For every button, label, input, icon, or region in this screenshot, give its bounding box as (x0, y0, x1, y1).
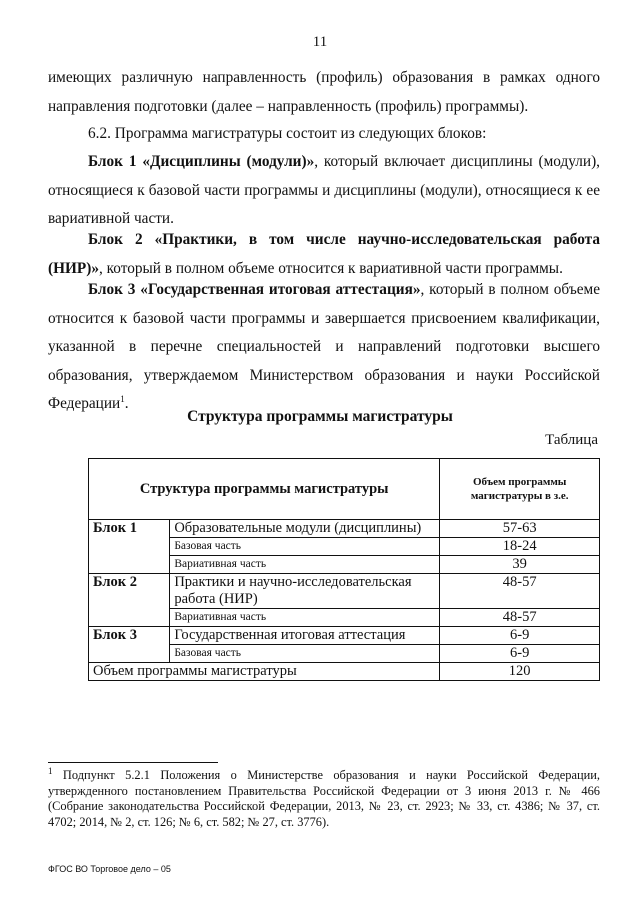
table-row (89, 574, 600, 609)
table-title: Структура программы магистратуры (187, 408, 453, 425)
block-1-title: Блок 1 «Дисциплины (модули)» (88, 153, 315, 170)
table-total-row (89, 663, 600, 681)
block-1-description: , который включает дисциплины (модули), относящиеся к базовой части программы и дисциплины (модули), относящиеся к ее вариативной части. (48, 153, 600, 227)
table-row (89, 627, 600, 645)
table-label: Таблица (545, 432, 598, 448)
paragraph-block-1 (48, 148, 600, 234)
row-value: 48-57 (440, 574, 600, 609)
row-name: Вариативная часть (170, 609, 440, 627)
block-2-cell: Блок 2 (89, 574, 170, 627)
row-value: 6-9 (440, 645, 600, 663)
block-3-cell: Блок 3 (89, 627, 170, 663)
program-structure-table (88, 458, 600, 681)
block-2-title: Блок 2 «Практики, в том числе научно-исследовательская работа (НИР)» (48, 231, 600, 277)
document-footer: ФГОС ВО Торговое дело – 05 (48, 864, 171, 874)
paragraph-1 (48, 64, 600, 121)
block-3-title: Блок 3 «Государственная итоговая аттестация» (88, 281, 421, 298)
row-value: 48-57 (440, 609, 600, 627)
paragraph-2 (48, 120, 600, 149)
block-2-description: , который в полном объеме относится к вариативной части программы. (98, 259, 563, 277)
footnote-divider (48, 762, 218, 763)
row-name: Образовательные модули (дисциплины) (170, 520, 440, 538)
row-value: 6-9 (440, 627, 600, 645)
block-3-description: , который в полном объеме относится к базовой части программы и завершается присвоением квалификации, указанной в перечне специальностей и направлений подготовки высшего образования, утверждаемом Министерством образования и науки Российской Федерации (48, 281, 600, 412)
page-number: 11 (312, 34, 328, 50)
total-value: 120 (440, 663, 600, 681)
row-name: Вариативная часть (170, 556, 440, 574)
row-name: Практики и научно-исследовательская работа (НИР) (170, 574, 440, 609)
row-value: 57-63 (440, 520, 600, 538)
footnote-ref[interactable]: 1 (120, 393, 125, 404)
footnote-text: Подпункт 5.2.1 Положения о Министерстве образования и науки Российской Федерации, утвержденного постановлением Правительства Российской Федерации от 3 июня 2013 г. № 466 (Собрание законодательства Российской Федерации, 2013, № 23, ст. 2923; № 33, ст. 4386; № 37, ст. 4702; 2014, № 2, ст. 126; № 6, ст. 582; № 27, ст. 3776). (48, 768, 600, 829)
block-1-cell: Блок 1 (89, 520, 170, 574)
row-value: 39 (440, 556, 600, 574)
total-label: Объем программы магистратуры (89, 663, 440, 681)
header-structure: Структура программы магистратуры (89, 459, 440, 520)
row-name: Базовая часть (170, 645, 440, 663)
paragraph-1-text: имеющих различную направленность (профиль) образования в рамках одного направления подготовки (далее – направленность (профиль) программы). (48, 69, 600, 115)
table-header-row (89, 459, 600, 520)
paragraph-block-3 (48, 276, 600, 419)
table-row (89, 520, 600, 538)
row-value: 18-24 (440, 538, 600, 556)
footnote-marker: 1 (48, 765, 53, 776)
row-name: Базовая часть (170, 538, 440, 556)
paragraph-2-text: 6.2. Программа магистратуры состоит из следующих блоков: (88, 125, 487, 142)
paragraph-block-2 (48, 226, 600, 283)
header-volume: Объем программы магистратуры в з.е. (440, 459, 600, 520)
block-3-end: . (124, 395, 129, 412)
row-name: Государственная итоговая аттестация (170, 627, 440, 645)
footnote (48, 765, 600, 830)
